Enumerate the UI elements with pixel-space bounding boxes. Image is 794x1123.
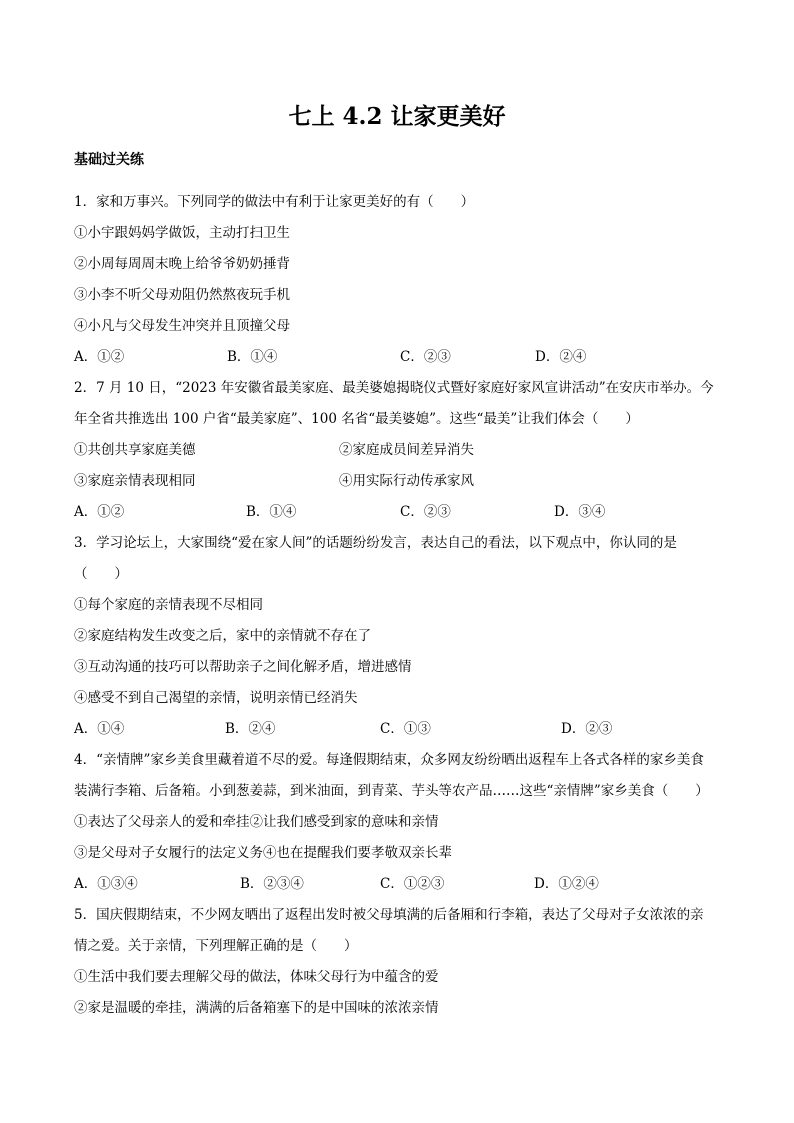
option-d: D．②③ — [561, 721, 613, 737]
statement-item: ③互动沟通的技巧可以帮助亲子之间化解矛盾，增进感情 — [74, 659, 412, 675]
question-stem: 5．国庆假期结束，不少网友晒出了返程出发时被父母填满的后备厢和行李箱，表达了父母对子女浓浓的亲 — [74, 907, 704, 923]
question-stem: 2．7 月 10 日，“2023 年安徽省最美家庭、最美婆媳揭晓仪式暨好家庭好家风宣讲活动”在安庆市举办。今 — [74, 380, 714, 396]
option-d: D．②④ — [535, 349, 587, 365]
question-list — [74, 187, 724, 1024]
statement-item: ④感受不到自己渴望的亲情，说明亲情已经消失 — [74, 690, 358, 706]
answer-options — [74, 869, 724, 900]
section-heading: 基础过关练 — [74, 152, 144, 168]
statement-item: ①表达了父母亲人的爱和牵挂②让我们感受到家的意味和亲情 — [74, 814, 439, 830]
question-stem: 装满行李箱、后备箱。小到葱姜蒜，到米油面，到青菜、芋头等农产品……这些“亲情牌”家乡美食（ ） — [74, 783, 709, 799]
statement-item: ③小李不听父母劝阻仍然熬夜玩手机 — [74, 287, 290, 303]
statement-row — [74, 466, 724, 497]
statement-item: ①小宇跟妈妈学做饭，主动打扫卫生 — [74, 225, 290, 241]
option-c: C．②③ — [400, 504, 451, 520]
question-1 — [74, 187, 724, 373]
option-c: C．①③ — [380, 721, 431, 737]
option-b: B．②③④ — [240, 876, 304, 892]
option-b: B．①④ — [227, 349, 278, 365]
option-a: A．①② — [74, 504, 125, 520]
answer-options — [74, 497, 724, 528]
statement-item: ③家庭亲情表现相同 — [74, 473, 196, 489]
question-stem: 情之爱。关于亲情，下列理解正确的是（ ） — [74, 938, 358, 954]
statement-item: ③是父母对子女履行的法定义务④也在提醒我们要孝敬双亲长辈 — [74, 845, 452, 861]
statement-item: ④小凡与父母发生冲突并且顶撞父母 — [74, 318, 290, 334]
statement-row — [74, 435, 724, 466]
statement-item: ①每个家庭的亲情表现不尽相同 — [74, 597, 263, 613]
question-4 — [74, 745, 724, 900]
question-2 — [74, 373, 724, 528]
question-stem: （ ） — [74, 566, 128, 582]
statement-item: ②家是温暖的牵挂，满满的后备箱塞下的是中国味的浓浓亲情 — [74, 1000, 439, 1016]
option-d: D．①②④ — [534, 876, 599, 892]
option-a: A．①④ — [74, 721, 125, 737]
statement-item: ①共创共享家庭美德 — [74, 442, 196, 458]
option-c: C．②③ — [400, 349, 451, 365]
option-a: A．①② — [74, 349, 125, 365]
question-stem: 1．家和万事兴。下列同学的做法中有利于让家更美好的有（ ） — [74, 194, 475, 210]
statement-item: ②家庭成员间差异消失 — [339, 442, 474, 458]
statement-item: ②家庭结构发生改变之后，家中的亲情就不存在了 — [74, 628, 371, 644]
statement-item: ①生活中我们要去理解父母的做法，体味父母行为中蕴含的爱 — [74, 969, 439, 985]
page-title: 七上 4.2 让家更美好 — [288, 103, 506, 130]
question-stem: 3．学习论坛上，大家围绕“爱在家人间”的话题纷纷发言，表达自己的看法，以下观点中，你认同的是 — [74, 535, 677, 551]
option-a: A．①③④ — [74, 876, 138, 892]
question-stem: 年全省共推选出 100 户省“最美家庭”、100 名省“最美婆媳”。这些“最美”让我们体会（ ） — [74, 411, 639, 427]
option-b: B．①④ — [246, 504, 297, 520]
option-b: B．②④ — [225, 721, 276, 737]
option-d: D．③④ — [554, 504, 606, 520]
statement-item: ②小周每周周末晚上给爷爷奶奶捶背 — [74, 256, 290, 272]
answer-options — [74, 714, 724, 745]
question-stem: 4．“亲情牌”家乡美食里藏着道不尽的爱。每逢假期结束，众多网友纷纷晒出返程车上各式各样的家乡美食 — [74, 752, 704, 768]
option-c: C．①②③ — [380, 876, 445, 892]
question-3 — [74, 528, 724, 745]
answer-options — [74, 342, 724, 373]
statement-item: ④用实际行动传承家风 — [339, 473, 474, 489]
question-5 — [74, 900, 724, 1024]
